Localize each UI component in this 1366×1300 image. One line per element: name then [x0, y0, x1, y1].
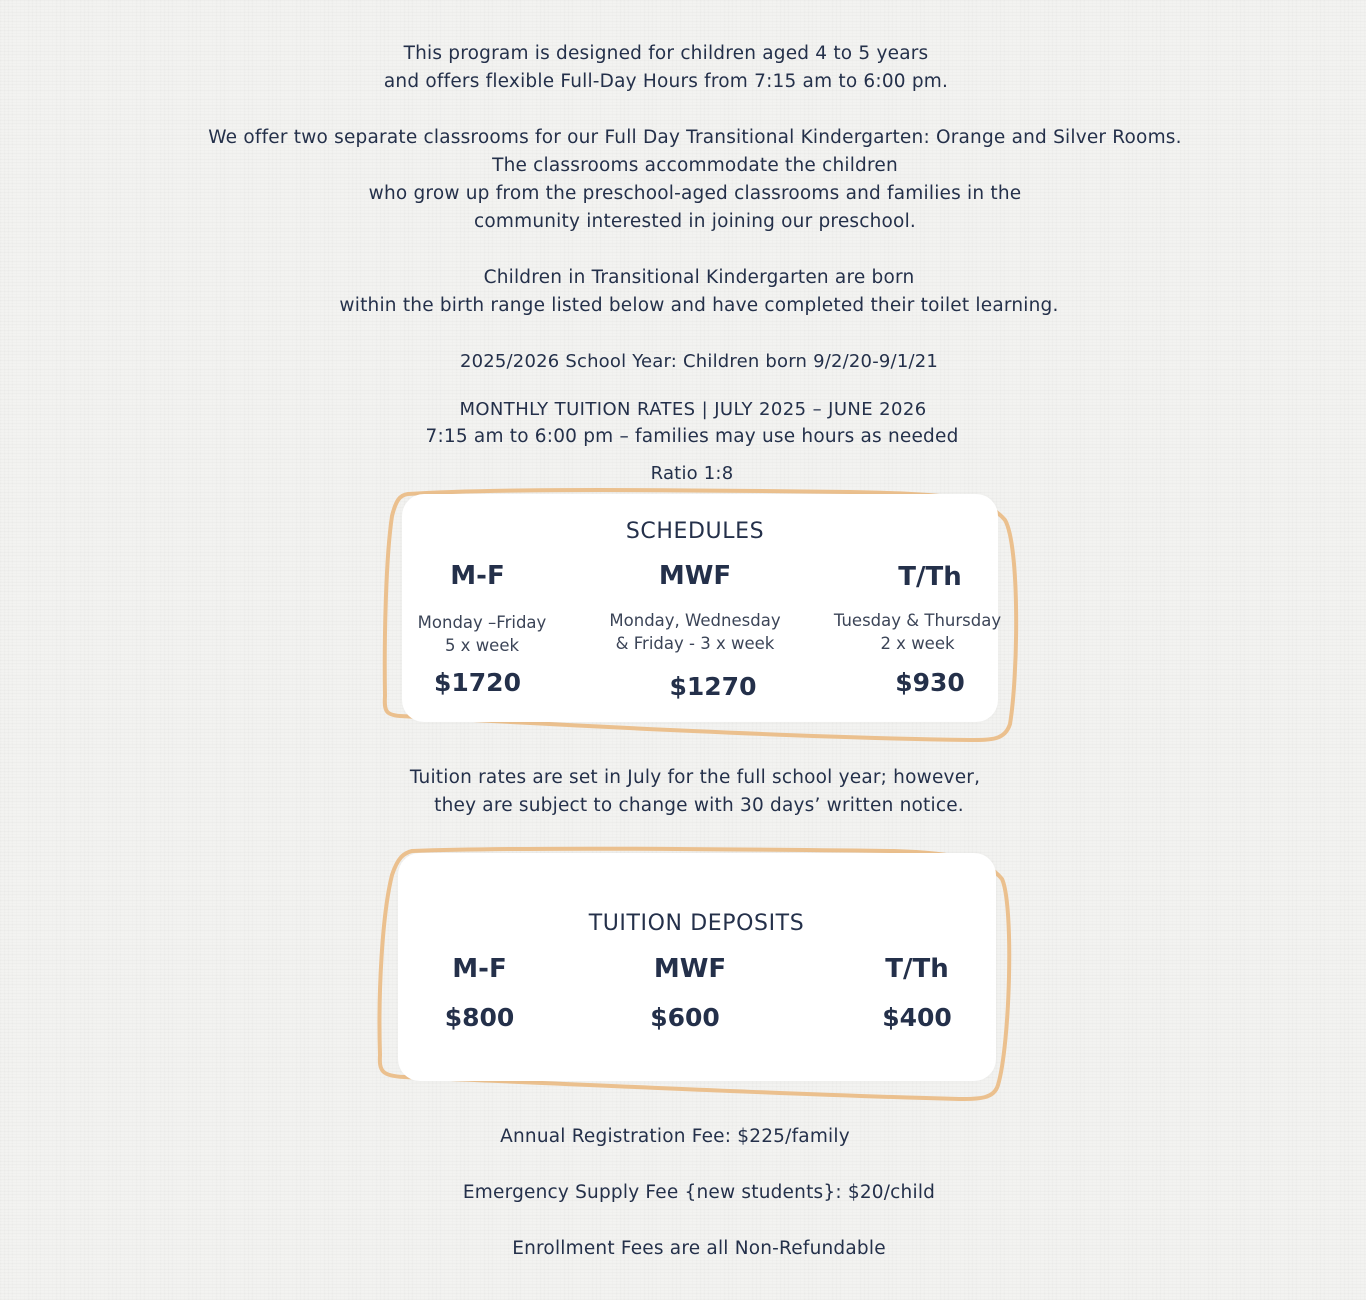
deposit-price-mf: $800: [444, 1003, 515, 1032]
school-year-range: 2025/2026 School Year: Children born 9/2/20-9/1/21: [459, 351, 939, 372]
non-refundable-note: Enrollment Fees are all Non-Refundable: [512, 1238, 886, 1259]
classrooms-line-1: We offer two separate classrooms for our Full Day Transitional Kindergarten: Orange and Silver Rooms.: [208, 127, 1182, 148]
registration-fee: Annual Registration Fee: $225/family: [500, 1126, 850, 1147]
schedule-price-mwf: $1270: [669, 672, 757, 701]
schedule-desc-mwf-line-1: Monday, Wednesday: [609, 611, 781, 630]
schedule-code-mf: M-F: [450, 561, 505, 591]
schedule-code-tth: T/Th: [898, 562, 962, 592]
intro-line-2: and offers flexible Full-Day Hours from 7:15 am to 6:00 pm.: [383, 71, 949, 92]
schedule-desc-tth-line-1: Tuesday & Thursday: [833, 611, 1002, 630]
deposit-code-mwf: MWF: [653, 954, 727, 984]
rates-note-line-1: Tuition rates are set in July for the full school year; however,: [409, 767, 981, 788]
schedule-price-tth: $930: [895, 668, 965, 697]
eligibility-line-2: within the birth range listed below and have completed their toilet learning.: [339, 295, 1059, 316]
schedule-desc-tth-line-2: 2 x week: [880, 634, 955, 653]
deposits-card: [374, 845, 1019, 1105]
classrooms-line-4: community interested in joining our preschool.: [474, 211, 916, 232]
deposit-code-mf: M-F: [452, 954, 507, 984]
emergency-supply-fee: Emergency Supply Fee {new students}: $20/child: [462, 1182, 936, 1203]
schedule-desc-mf-line-1: Monday –Friday: [417, 613, 547, 632]
intro-line-1: This program is designed for children aged 4 to 5 years: [403, 43, 929, 64]
rates-note-line-2: they are subject to change with 30 days’ written notice.: [434, 795, 964, 816]
deposits-title: TUITION DEPOSITS: [588, 911, 805, 936]
schedule-desc-mwf-line-2: & Friday - 3 x week: [615, 634, 775, 653]
monthly-rates-title: MONTHLY TUITION RATES | JULY 2025 – JUNE 2026: [459, 399, 927, 420]
schedule-desc-mf-line-2: 5 x week: [444, 636, 520, 655]
classrooms-line-3: who grow up from the preschool-aged classrooms and families in the: [368, 183, 1022, 204]
deposit-price-tth: $400: [882, 1003, 952, 1032]
deposit-price-mwf: $600: [650, 1003, 720, 1032]
ratio: Ratio 1:8: [650, 463, 734, 484]
eligibility-line-1: Children in Transitional Kindergarten are born: [483, 267, 915, 288]
classrooms-line-2: The classrooms accommodate the children: [492, 155, 898, 176]
schedules-title: SCHEDULES: [625, 519, 765, 544]
schedule-price-mf: $1720: [434, 668, 521, 697]
deposit-code-tth: T/Th: [885, 954, 949, 984]
schedules-card: [380, 486, 1025, 748]
rates-hours: 7:15 am to 6:00 pm – families may use hours as needed: [425, 426, 959, 447]
schedule-code-mwf: MWF: [658, 561, 732, 591]
